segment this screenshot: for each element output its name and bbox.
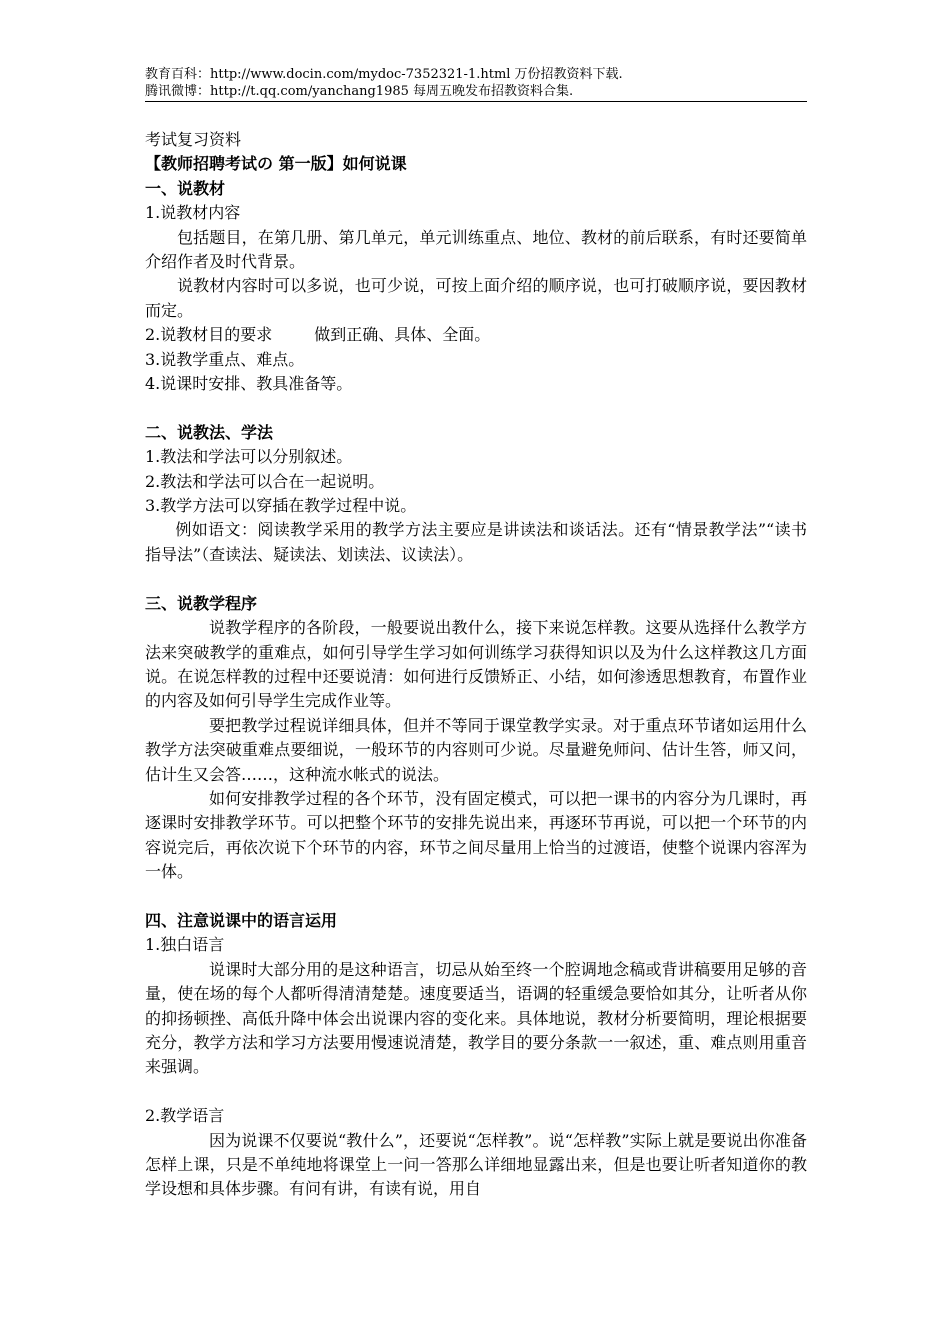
list-item: 1.说教材内容 — [145, 203, 241, 223]
list-item: 1.教法和学法可以分别叙述。 — [145, 447, 353, 467]
page-header — [145, 66, 807, 100]
list-item: 4.说课时安排、教具准备等。 — [145, 374, 353, 394]
section-heading: 四、注意说课中的语言运用 — [145, 910, 338, 930]
header-line-docin: 教育百科：http://www.docin.com/mydoc-7352321-1.html 万份招教资料下载. — [145, 67, 623, 82]
header-line-weibo: 腾讯微博：http://t.qq.com/yanchang1985 每周五晚发布招教资料合集. — [145, 84, 574, 99]
list-item: 2.教法和学法可以合在一起说明。 — [145, 471, 385, 491]
list-item-label: 2.说教材目的要求 — [145, 325, 273, 345]
list-item — [145, 323, 807, 347]
document-body — [145, 128, 807, 1202]
paragraph: 包括题目，在第几册、第几单元，单元训练重点、地位、教材的前后联系，有时还要简单介绍作者及时代背景。 — [145, 227, 807, 272]
paragraph: 如何安排教学过程的各个环节，没有固定模式，可以把一课书的内容分为几课时，再逐课时安排教学环节。可以把整个环节的安排先说出来，再逐环节再说，可以把一个环节的内容说完后，再依次说下个环节的内容，环节之间尽量用上恰当的过渡语，使整个说课内容浑为一体。 — [145, 788, 807, 882]
list-item: 2.教学语言 — [145, 1106, 225, 1126]
paragraph: 例如语文：阅读教学采用的教学方法主要应是讲读法和谈话法。还有“情景教学法”“读书指导法”（查读法、疑读法、划读法、议读法）。 — [145, 520, 807, 564]
list-item: 3.教学方法可以穿插在教学过程中说。 — [145, 496, 417, 516]
doc-category: 考试复习资料 — [145, 130, 242, 149]
list-item-detail: 做到正确、具体、全面。 — [314, 325, 491, 345]
paragraph: 要把教学过程说详细具体，但并不等同于课堂教学实录。对于重点环节诸如运用什么教学方法突破重难点要细说，一般环节的内容则可少说。尽量避免师问、估计生答，师又问，估计生又会答……，这种流水帐式的说法。 — [145, 715, 807, 784]
paragraph: 说教材内容时可以多说，也可少说，可按上面介绍的顺序说，也可打破顺序说，要因教材而定。 — [145, 276, 807, 320]
paragraph: 说课时大部分用的是这种语言，切忌从始至终一个腔调地念稿或背讲稿要用足够的音量，使在场的每个人都听得清清楚楚。速度要适当，语调的轻重缓急要恰如其分，让听者从你的抑扬顿挫、高低升降中体会出说课内容的变化来。具体地说，教材分析要简明，理论根据要充分，教学方法和学习方法要用慢速说清楚，教学目的要分条款一一叙述，重、难点则用重音来强调。 — [145, 959, 807, 1077]
header-divider — [145, 101, 807, 102]
section-heading: 二、说教法、学法 — [145, 422, 274, 442]
section-heading: 三、说教学程序 — [145, 593, 258, 613]
paragraph: 说教学程序的各阶段，一般要说出教什么，接下来说怎样教。这要从选择什么教学方法来突破教学的重难点，如何引导学生学习如何训练学习获得知识以及为什么这样教这几方面说。在说怎样教的过程中还要说清：如何进行反馈矫正、小结，如何渗透思想教育，布置作业的内容及如何引导学生完成作业等。 — [145, 618, 807, 711]
paragraph: 因为说课不仅要说“教什么”，还要说“怎样教”。说“怎样教”实际上就是要说出你准备怎样上课，只是不单纯地将课堂上一问一答那么详细地显露出来，但是也要让听者知道你的教学设想和具体步骤。有问有讲，有读有说，用自 — [145, 1130, 807, 1199]
doc-title: 【教师招聘考试の 第一版】如何说课 — [145, 154, 407, 174]
section-heading: 一、说教材 — [145, 178, 226, 198]
list-item: 3.说教学重点、难点。 — [145, 349, 305, 369]
list-item: 1.独白语言 — [145, 935, 225, 955]
